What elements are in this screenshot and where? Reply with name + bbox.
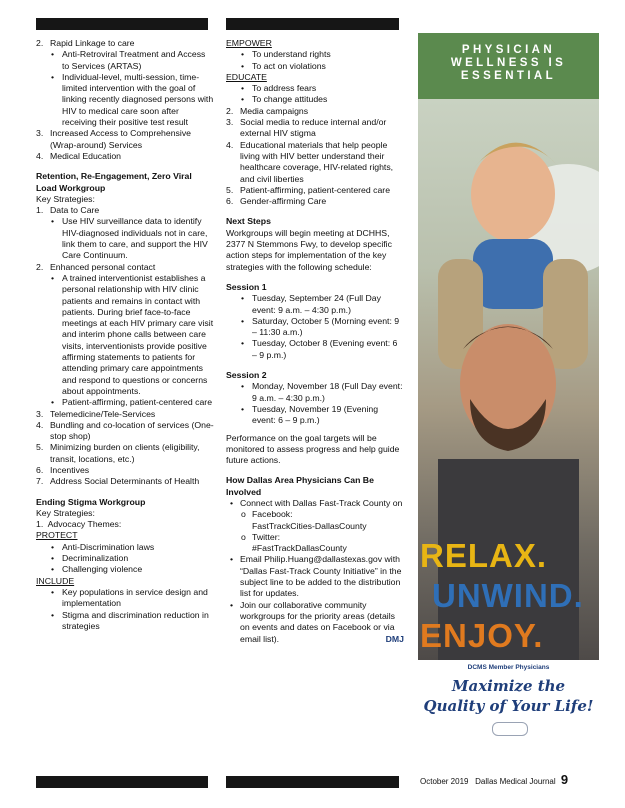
- list-number: 5.: [36, 442, 44, 453]
- sub-bullet: [36, 273, 214, 397]
- sub-text: A trained interventionist establishes a personal relationship with HIV clinic patients and remains in contact with patients. During brief face-to-face meetings at each HIV primary care visit and interim phone calls between care visits, interventionists provide positive affirming statements to patients for attending primary care appointments and respond to questions or concerns about appointments.: [62, 272, 214, 396]
- bullet-icon: •: [51, 609, 55, 620]
- list-item: [226, 196, 404, 207]
- sub-bullet: [36, 397, 214, 408]
- list-item: [226, 316, 404, 339]
- bullet-icon: •: [51, 541, 55, 552]
- list-text: To understand rights: [252, 49, 331, 60]
- empower-label: EMPOWER: [226, 38, 272, 48]
- bullet-icon: •: [241, 381, 245, 392]
- list-text: Stigma and discrimination reduction in strategies: [62, 609, 209, 631]
- join-text: Join our collaborative community workgroups for the priority areas (details on events and dates on Facebook or via email list).: [240, 599, 395, 644]
- sub-bullet: [36, 72, 214, 128]
- session1-list: [226, 293, 404, 361]
- bullet-icon: •: [51, 71, 55, 82]
- bullet-icon: •: [241, 94, 245, 105]
- list-item: [36, 151, 214, 162]
- list-text: Key populations in service design and implementation: [62, 586, 208, 609]
- list-text: Tuesday, October 8 (Evening event: 6 – 9 p.m.): [252, 338, 398, 360]
- next-steps-heading: Next Steps: [226, 216, 271, 227]
- bullet-icon: •: [241, 315, 245, 326]
- bullet-icon: •: [241, 293, 245, 304]
- list-number: 5.: [226, 184, 234, 195]
- ad-tagline: [418, 676, 599, 716]
- ad-header: [418, 33, 599, 99]
- list-item: [226, 49, 404, 60]
- empower-list: [226, 49, 404, 72]
- list-text: Educational materials that help people living with HIV better understand their healthcare coverage, HIV-related rights, and civil liberties: [240, 139, 394, 184]
- list-item: [36, 409, 214, 420]
- list-text: Decriminalization: [62, 553, 129, 564]
- include-label: INCLUDE: [36, 575, 75, 586]
- sub-bullet: [36, 216, 214, 261]
- ad-header-line2: WELLNESS IS: [450, 57, 567, 69]
- list-number: 6.: [226, 196, 234, 207]
- facebook-link[interactable]: FastTrackCities-DallasCounty: [252, 520, 367, 531]
- key-strategies-label: Key Strategies:: [36, 193, 95, 204]
- bullet-icon: •: [51, 49, 55, 60]
- list-number: 4.: [36, 150, 44, 161]
- list-text: Tuesday, November 19 (Evening event: 6 – 9 p.m.): [252, 403, 379, 426]
- sub-text: Use HIV surveillance data to identify HIV-diagnosed individuals not in care, link them to care, and support the HIV Care Continuum.: [62, 216, 208, 261]
- list-text: Medical Education: [50, 150, 121, 161]
- advocacy-themes: 1. Advocacy Themes:: [36, 519, 122, 530]
- email-text[interactable]: Email Philip.Huang@dallastexas.gov with “Dallas Fast-Track County Initiative” in the subject line to be added to the distribution list for updates.: [240, 554, 402, 599]
- list-item: [226, 83, 404, 94]
- bullet-icon: •: [51, 564, 55, 575]
- educate-label: EDUCATE: [226, 71, 267, 82]
- list-number: 2.: [226, 105, 234, 116]
- bullet-icon: •: [241, 49, 245, 60]
- list-text: Enhanced personal contact: [50, 261, 156, 272]
- list-text: Media campaigns: [240, 105, 309, 116]
- list-text: Rapid Linkage to care: [50, 38, 135, 48]
- facebook-label: Facebook:: [252, 509, 293, 520]
- list-item: [36, 476, 214, 487]
- list-number: 6.: [36, 464, 44, 475]
- list-number: 3.: [36, 128, 44, 139]
- list-rapid-linkage: [36, 38, 214, 162]
- list-item: [36, 542, 214, 553]
- relax-text: RELAX.: [420, 537, 548, 574]
- list-text: Incentives: [50, 464, 90, 475]
- list-item: [226, 140, 404, 185]
- footer-issue: October 2019: [420, 777, 469, 786]
- list-text: Increased Access to Comprehensive (Wrap-around) Services: [50, 128, 192, 150]
- include-list: [36, 587, 214, 632]
- list-item: [36, 442, 214, 465]
- unwind-text: UNWIND.: [432, 577, 584, 614]
- list-item: [36, 553, 214, 564]
- list-item: [226, 185, 404, 196]
- signature: DMJ: [385, 633, 404, 644]
- list-item: [226, 106, 404, 117]
- list-retention: [36, 205, 214, 487]
- list-text: Anti-Discrimination laws: [62, 541, 155, 552]
- ad-header-line1: PHYSICIAN: [461, 44, 556, 56]
- list-number: 4.: [36, 419, 44, 430]
- session1-heading: Session 1: [226, 281, 267, 292]
- session2-list: [226, 381, 404, 426]
- top-bar-left: [36, 18, 208, 30]
- wellness-ad: [418, 33, 599, 660]
- list-item: [226, 117, 404, 140]
- protect-label: PROTECT: [36, 530, 78, 541]
- list-text: To change attitudes: [252, 94, 328, 105]
- list-number: 1.: [36, 205, 44, 216]
- sub-text: Individual-level, multi-session, time-limited intervention with the goal of linking recently diagnosed persons with HIV to medical care soon after receiving their positive test result: [62, 71, 214, 128]
- educate-list: [226, 83, 404, 106]
- bottom-bar-right: [226, 776, 399, 788]
- list-text: Address Social Determinants of Health: [50, 476, 200, 487]
- list-item: [226, 293, 404, 316]
- enjoy-text: ENJOY.: [420, 617, 544, 654]
- bottom-bar-left: [36, 776, 208, 788]
- bullet-icon: •: [241, 338, 245, 349]
- list-item: [226, 338, 404, 361]
- list-text: Gender-affirming Care: [240, 196, 327, 207]
- list-item: [36, 262, 214, 273]
- list-number: 2.: [36, 261, 44, 272]
- bullet-icon: •: [51, 216, 55, 227]
- list-number: 2.: [36, 38, 44, 48]
- list-item: [36, 610, 214, 633]
- sub-text: Anti-Retroviral Treatment and Access to Services (ARTAS): [62, 49, 206, 71]
- tagline-line2: Quality of Your Life!: [423, 697, 594, 715]
- list-text: Tuesday, September 24 (Full Day event: 9 a.m. – 4:30 p.m.): [252, 293, 381, 315]
- column-middle: [226, 38, 404, 645]
- list-text: Data to Care: [50, 205, 100, 216]
- protect-list: [36, 542, 214, 576]
- ad-sponsor: DCMS Member Physicians: [467, 664, 550, 671]
- list-text: Telemedicine/Tele-Services: [50, 408, 156, 419]
- sub-bullet: [36, 49, 214, 72]
- list-item: [226, 381, 404, 404]
- photo-illustration: [418, 99, 599, 660]
- stigma-heading: Ending Stigma Workgroup: [36, 496, 146, 507]
- twitter-link[interactable]: #FastTrackDallasCounty: [252, 543, 347, 554]
- father-son-photo: [418, 99, 599, 660]
- list-item: [226, 94, 404, 105]
- session2-heading: Session 2: [226, 370, 267, 381]
- page-number: 9: [560, 772, 569, 787]
- list-text: To address fears: [252, 83, 317, 94]
- bullet-icon: •: [51, 272, 55, 283]
- involved-list: • Connect with Dallas Fast-Track County on o Facebook: FastTrackCities-DallasCounty o Twitter: #FastTrackDallasCounty • Email Philip.Huang@dallastexas.gov with “Dallas Fast-Track County Initiative” in the subject line to be added to the distribution list for updates. • Join our collaborative community workgroups for the priority areas (details on events and dates on Facebook or via email list). DMJ: [230, 497, 404, 644]
- page-footer: [420, 772, 568, 787]
- ad-header-line3: ESSENTIAL: [460, 70, 557, 82]
- bullet-icon: •: [51, 586, 55, 597]
- bullet-icon: •: [241, 403, 245, 414]
- list-text: To act on violations: [252, 60, 326, 71]
- list-number: 3.: [226, 117, 234, 128]
- list-item: [36, 420, 214, 443]
- list-number: 7.: [36, 476, 44, 487]
- list-text: Social media to reduce internal and/or external HIV stigma: [240, 117, 387, 139]
- tagline-line1: Maximize the: [451, 677, 566, 695]
- dcms-seal: [492, 722, 528, 736]
- list-stigma-strategies: [226, 106, 404, 208]
- list-item: [36, 128, 214, 151]
- list-item: [36, 564, 214, 575]
- list-text: Saturday, October 5 (Morning event: 9 – 11:30 a.m.): [252, 315, 400, 338]
- list-item: [36, 465, 214, 476]
- top-bar-right: [226, 18, 399, 30]
- retention-heading: Retention, Re-Engagement, Zero Viral Load Workgroup: [36, 171, 192, 193]
- bullet-icon: •: [51, 397, 55, 408]
- list-number: 3.: [36, 408, 44, 419]
- list-number: 4.: [226, 139, 234, 150]
- twitter-label: Twitter:: [252, 531, 280, 542]
- connect-text: Connect with Dallas Fast-Track County on: [240, 497, 403, 508]
- next-steps-text: Workgroups will begin meeting at DCHHS, 2377 N Stemmons Fwy, to develop specific action steps for implementation of the key strategies with the following schedule:: [226, 227, 392, 272]
- list-text: Minimizing burden on clients (eligibility, transit, locations, etc.): [50, 442, 200, 464]
- bullet-icon: •: [241, 83, 245, 94]
- bullet-icon: •: [51, 553, 55, 564]
- list-item: [36, 38, 214, 49]
- involved-heading: How Dallas Area Physicians Can Be Involved: [226, 475, 374, 497]
- performance-text: Performance on the goal targets will be monitored to assess progress and help guide future actions.: [226, 432, 400, 466]
- list-text: Patient-affirming, patient-centered care: [240, 184, 391, 195]
- list-item: [36, 205, 214, 216]
- list-item: [226, 61, 404, 72]
- footer-journal: Dallas Medical Journal: [475, 777, 556, 786]
- list-text: Monday, November 18 (Full Day event: 9 a.m. – 4:30 p.m.): [252, 381, 403, 403]
- column-left: [36, 38, 214, 632]
- sub-text: Patient-affirming, patient-centered care: [62, 397, 213, 408]
- list-text: Challenging violence: [62, 564, 143, 575]
- key-strategies-label-2: Key Strategies:: [36, 507, 95, 518]
- list-item: [226, 404, 404, 427]
- list-item: [36, 587, 214, 610]
- list-text: Bundling and co-location of services (One-stop shop): [50, 419, 214, 442]
- bullet-icon: •: [241, 60, 245, 71]
